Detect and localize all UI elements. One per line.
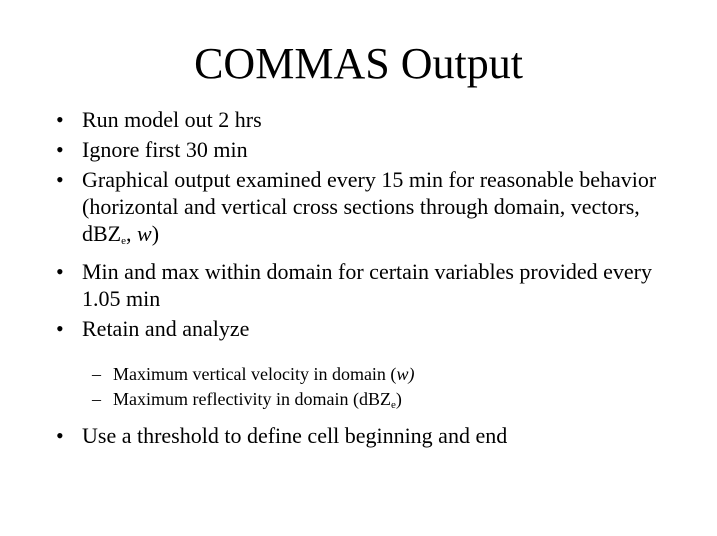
bullet-text: Graphical output examined every 15 min for reasonable behavior (horizontal and vertical cross sections through domain, vectors, dBZe, w) xyxy=(82,167,657,247)
sub-bullet-dash: – xyxy=(92,364,101,384)
bullet-dot: • xyxy=(56,107,64,132)
bullet-text: Ignore first 30 min xyxy=(82,137,248,162)
bullet-item xyxy=(0,315,662,342)
bullet-item-last xyxy=(0,422,662,449)
sub-bullet-dash: – xyxy=(92,389,101,409)
bullet-text: Run model out 2 hrs xyxy=(82,107,262,132)
bullet-item xyxy=(0,258,662,312)
bullet-dot: • xyxy=(56,137,64,162)
sub-bullet-text: Maximum reflectivity in domain (dBZe) xyxy=(113,389,402,411)
sub-bullet-item xyxy=(0,362,717,387)
slide-title: COMMAS Output xyxy=(194,39,523,88)
bullet-item xyxy=(0,106,662,133)
sub-bullet-text: Maximum vertical velocity in domain (w) xyxy=(113,364,415,384)
bullet-dot: • xyxy=(56,259,64,284)
bullet-item xyxy=(0,136,662,163)
bullet-text: Retain and analyze xyxy=(82,316,250,341)
bullet-dot: • xyxy=(56,316,64,341)
bullet-list xyxy=(0,106,717,345)
bullet-dot: • xyxy=(56,167,64,192)
bullet-item xyxy=(0,166,662,255)
sub-bullet-list xyxy=(0,362,717,418)
bullet-text: Min and max within domain for certain variables provided every 1.05 min xyxy=(82,259,652,311)
bullet-dot: • xyxy=(56,423,64,448)
sub-bullet-item xyxy=(0,387,717,418)
bullet-text: Use a threshold to define cell beginning and end xyxy=(82,423,508,448)
